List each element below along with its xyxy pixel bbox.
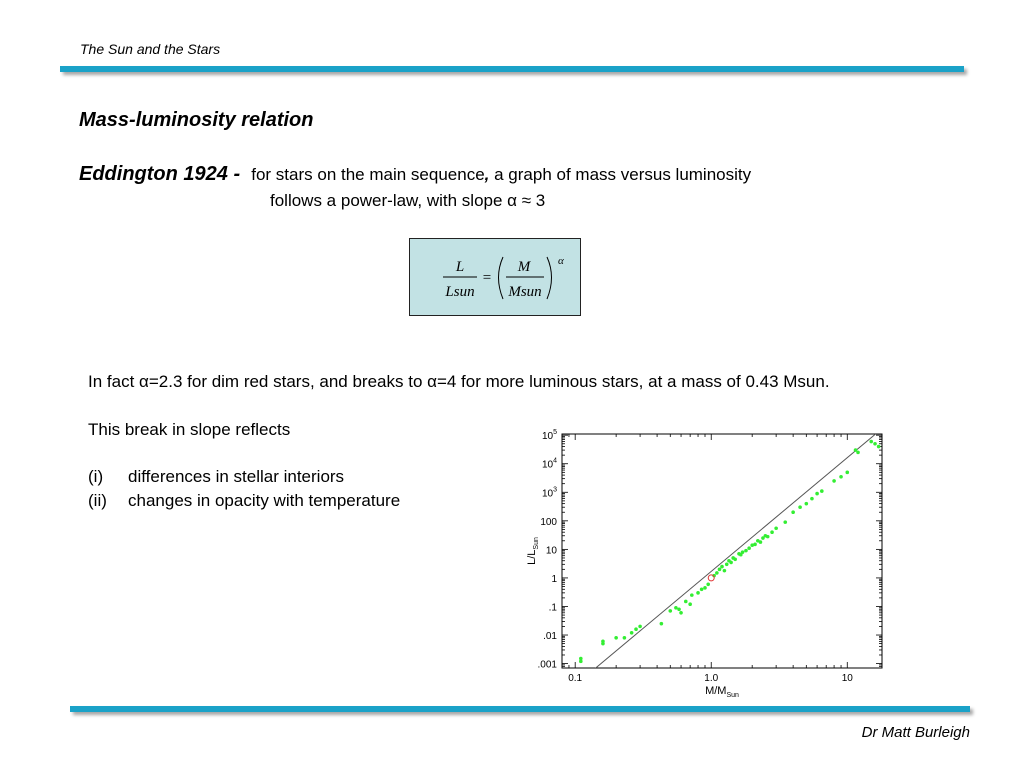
star-data-point — [634, 627, 638, 631]
star-data-point — [720, 565, 724, 569]
y-tick-label: .001 — [537, 659, 557, 671]
list-item-number: (ii) — [88, 491, 107, 510]
formula-m: M — [517, 259, 531, 275]
y-tick-label: 100 — [540, 516, 557, 528]
star-data-point — [623, 636, 627, 640]
star-data-point — [677, 607, 681, 611]
star-data-point — [725, 563, 729, 567]
star-data-point — [601, 642, 605, 646]
mass-luminosity-formula — [410, 239, 580, 315]
formula-equals: = — [482, 270, 492, 286]
star-data-point — [869, 440, 873, 444]
star-data-point — [741, 550, 745, 554]
header-title: The Sun and the Stars — [80, 41, 221, 57]
star-data-point — [873, 442, 877, 446]
star-data-point — [839, 475, 843, 479]
star-data-point — [614, 636, 618, 640]
y-axis-label: $L/L_{Sun}$ — [526, 537, 540, 565]
eddington-text-b: a graph of mass versus luminosity — [489, 165, 752, 184]
y-tick-label: $10^5$ — [541, 429, 557, 443]
star-data-point — [688, 602, 692, 606]
x-tick-label: 10 — [841, 673, 853, 684]
star-data-point — [718, 568, 722, 572]
eddington-text-a: for stars on the main sequence — [251, 165, 485, 184]
x-axis-label: $M/M_{Sun}$ — [705, 685, 739, 698]
star-data-point — [798, 505, 802, 509]
star-data-point — [791, 510, 795, 514]
star-data-point — [774, 526, 778, 530]
paragraph-slope-break: This break in slope reflects — [88, 420, 291, 439]
star-data-point — [729, 561, 733, 565]
formula-right-paren — [547, 257, 552, 299]
star-data-point — [638, 625, 642, 629]
star-data-point — [660, 622, 664, 626]
star-data-point — [733, 557, 737, 561]
footer-divider — [70, 706, 970, 712]
eddington-text — [251, 165, 751, 184]
formula-l: L — [455, 259, 465, 275]
eddington-line — [79, 163, 751, 186]
star-data-point — [815, 492, 819, 496]
star-data-point — [668, 609, 672, 613]
eddington-label: Eddington 1924 - — [79, 163, 241, 185]
y-tick-label: .1 — [548, 602, 557, 614]
star-data-point — [810, 497, 814, 501]
star-data-point — [715, 571, 719, 575]
star-data-point — [679, 611, 683, 615]
formula-msun: Msun — [508, 284, 542, 300]
star-data-point — [753, 543, 757, 547]
star-data-point — [744, 549, 748, 553]
eddington-comma: , — [484, 165, 490, 184]
y-tick-label: 1 — [551, 573, 557, 585]
x-tick-label: 1.0 — [704, 673, 719, 684]
star-data-point — [696, 591, 700, 595]
star-data-point — [783, 520, 787, 524]
section-title: Mass-luminosity relation — [79, 109, 314, 131]
formula-lsun: Lsun — [445, 284, 475, 300]
formula-box — [409, 238, 581, 316]
list-item-text: differences in stellar interiors — [128, 467, 345, 486]
formula-exponent: α — [558, 255, 564, 267]
mass-luminosity-chart — [520, 424, 890, 698]
formula-left-paren — [499, 257, 504, 299]
star-data-point — [877, 445, 881, 449]
star-data-point — [630, 631, 634, 635]
star-data-point — [832, 479, 836, 483]
star-data-point — [684, 600, 688, 604]
list-item-number: (i) — [88, 467, 104, 486]
star-data-point — [805, 502, 809, 506]
star-data-point — [723, 569, 727, 573]
y-tick-label: 10 — [545, 545, 557, 557]
star-data-point — [747, 546, 751, 550]
eddington-line-2: follows a power-law, with slope α ≈ 3 — [270, 191, 546, 210]
star-data-point — [700, 587, 704, 591]
star-data-point — [703, 586, 707, 590]
list-item-text: changes in opacity with temperature — [128, 491, 401, 510]
star-data-point — [845, 471, 849, 475]
x-tick-label: 0.1 — [568, 673, 583, 684]
star-data-point — [579, 660, 583, 664]
footer-author: Dr Matt Burleigh — [861, 724, 970, 741]
star-data-point — [770, 530, 774, 534]
y-tick-label: $10^4$ — [541, 457, 557, 471]
star-data-point — [759, 540, 763, 544]
y-tick-label: $10^3$ — [541, 486, 557, 500]
star-data-point — [674, 606, 678, 610]
y-tick-label: .01 — [543, 631, 557, 643]
paragraph-alpha-values: In fact α=2.3 for dim red stars, and breaks to α=4 for more luminous stars, at a mass of 0.43 Msun. — [88, 372, 830, 391]
star-data-point — [690, 593, 694, 597]
star-data-point — [766, 535, 770, 539]
header-divider — [60, 66, 964, 72]
star-data-point — [706, 582, 710, 586]
star-data-point — [820, 489, 824, 493]
star-data-point — [856, 451, 860, 455]
